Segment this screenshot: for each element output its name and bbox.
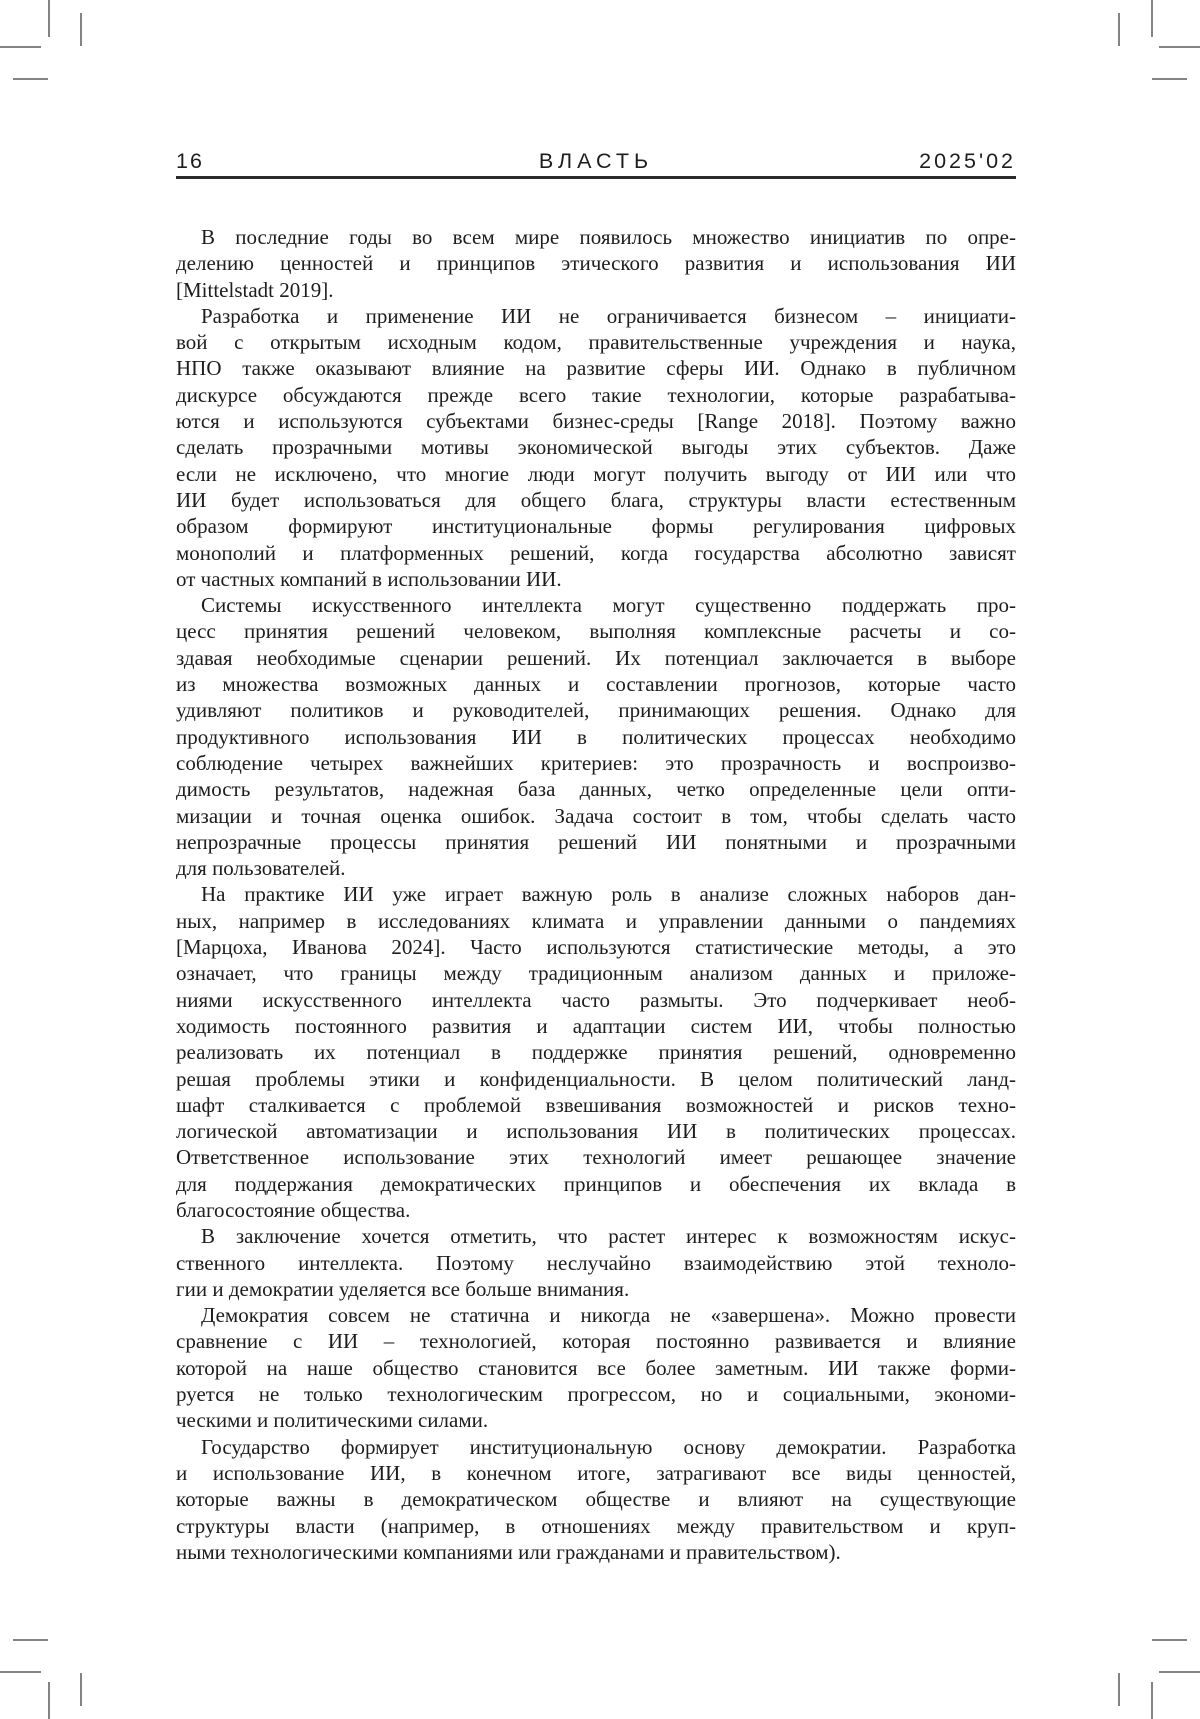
body-line: структуры власти (например, в отношениях между правительством и круп-	[176, 1513, 1016, 1538]
body-line: образом формируют институциональные формы регулирования цифровых	[176, 514, 1016, 539]
body-line: Демократия совсем не статична и никогда не «завершена». Можно провести	[201, 1303, 1016, 1328]
page-number: 16	[176, 149, 204, 173]
body-line: ных, например в исследованиях климата и управлении данными о пандемиях	[176, 908, 1016, 933]
body-line: благосостояние общества.	[176, 1197, 411, 1222]
journal-title: ВЛАСТЬ	[538, 149, 654, 173]
body-line: НПО также оказывают влияние на развитие сферы ИИ. Однако в публичном	[176, 356, 1016, 381]
body-line: ходимость постоянного развития и адаптации систем ИИ, чтобы полностью	[176, 1013, 1016, 1038]
body-line: ными технологическими компаниями или гражданами и правительством).	[176, 1539, 841, 1564]
body-line: продуктивного использования ИИ в политических процессах необходимо	[176, 724, 1016, 749]
body-line: Разработка и применение ИИ не ограничивается бизнесом – инициати-	[201, 303, 1016, 328]
body-line: которой на наше общество становится все более заметным. ИИ также форми-	[176, 1355, 1016, 1380]
body-line: от частных компаний в использовании ИИ.	[176, 566, 562, 591]
body-line: ственного интеллекта. Поэтому неслучайно взаимодействию этой техноло-	[176, 1250, 1016, 1275]
body-line: Государство формирует институциональную основу демократии. Разработка	[201, 1434, 1016, 1459]
body-line: монополий и платформенных решений, когда государства абсолютно зависят	[176, 540, 1016, 565]
header-rule	[176, 176, 1016, 179]
body-line: В заключение хочется отметить, что растет интерес к возможностям искус-	[201, 1224, 1016, 1249]
body-line: В последние годы во всем мире появилось множество инициатив по опре-	[201, 225, 1016, 249]
paragraph	[176, 1302, 1016, 1433]
body-line: реализовать их потенциал в поддержке принятия решений, одновременно	[176, 1040, 1016, 1065]
body-line: дискурсе обсуждаются прежде всего такие технологии, которые разрабатыва-	[176, 382, 1016, 407]
crop-mark-bottom-left-v-outer	[48, 1682, 50, 1719]
crop-mark-top-left-v-inner	[80, 13, 82, 46]
paragraph	[176, 592, 1016, 881]
body-line: удивляют политиков и руководителей, принимающих решения. Однако для	[176, 698, 1016, 723]
paragraph	[176, 224, 1016, 303]
crop-mark-bottom-left-h-inner	[13, 1639, 48, 1641]
body-line: шафт сталкивается с проблемой взвешивания возможностей и рисков техно-	[176, 1092, 1016, 1117]
crop-mark-bottom-left-h-outer	[0, 1671, 41, 1673]
body-line: мизации и точная оценка ошибок. Задача состоит в том, чтобы сделать часто	[176, 803, 1016, 828]
body-line: [Mittelstadt 2019].	[176, 277, 334, 302]
body-line: Системы искусственного интеллекта могут существенно поддержать про-	[201, 593, 1016, 618]
body-line: сравнение с ИИ – технологией, которая постоянно развивается и влияние	[176, 1329, 1016, 1354]
body-line: сделать прозрачными мотивы экономической выгоды этих субъектов. Даже	[176, 435, 1016, 460]
body-line: делению ценностей и принципов этического развития и использования ИИ	[176, 251, 1016, 276]
crop-mark-top-left-v-outer	[48, 0, 50, 37]
crop-mark-bottom-left-v-inner	[80, 1673, 82, 1706]
crop-mark-top-right-v-inner	[1118, 13, 1120, 46]
body-line: соблюдение четырех важнейших критериев: это прозрачность и воспроизво-	[176, 750, 1016, 775]
paragraph	[176, 1434, 1016, 1565]
body-line: Ответственное использование этих технологий имеет решающее значение	[176, 1145, 1016, 1170]
body-line: для поддержания демократических принципов и обеспечения их вклада в	[176, 1171, 1016, 1196]
body-line: означает, что границы между традиционным анализом данных и приложе-	[176, 961, 1016, 986]
body-line: ИИ будет использоваться для общего блага, структуры власти естественным	[176, 487, 1016, 512]
page-header	[176, 149, 1016, 175]
body-line: руется не только технологическим прогрессом, но и социальными, экономи-	[176, 1382, 1016, 1407]
crop-mark-bottom-right-h-inner	[1152, 1639, 1187, 1641]
body-line: На практике ИИ уже играет важную роль в анализе сложных наборов дан-	[201, 882, 1016, 907]
body-line: вой с открытым исходным кодом, правительственные учреждения и наука,	[176, 330, 1016, 355]
crop-mark-top-right-h-inner	[1152, 78, 1187, 80]
body-line: здавая необходимые сценарии решений. Их потенциал заключается в выборе	[176, 645, 1016, 670]
crop-mark-top-right-v-outer	[1151, 0, 1153, 37]
body-line: цесс принятия решений человеком, выполняя комплексные расчеты и со-	[176, 619, 1016, 644]
crop-mark-top-left-h-outer	[0, 46, 41, 48]
crop-mark-top-left-h-inner	[13, 78, 48, 80]
body-line: решая проблемы этики и конфиденциальности. В целом политический ланд-	[176, 1066, 1016, 1091]
article-body	[176, 224, 1016, 1565]
paragraph	[176, 1223, 1016, 1302]
body-line: ниями искусственного интеллекта часто размыты. Это подчеркивает необ-	[176, 987, 1016, 1012]
issue-number: 2025'02	[919, 149, 1016, 173]
crop-mark-top-right-h-outer	[1159, 46, 1200, 48]
body-line: ются и используются субъектами бизнес-среды [Range 2018]. Поэтому важно	[176, 409, 1016, 434]
crop-mark-bottom-right-v-outer	[1151, 1682, 1153, 1719]
body-line: из множества возможных данных и составлении прогнозов, которые часто	[176, 672, 1016, 697]
body-line: и использование ИИ, в конечном итоге, затрагивают все виды ценностей,	[176, 1460, 1016, 1485]
body-line: непрозрачные процессы принятия решений ИИ понятными и прозрачными	[176, 829, 1016, 854]
body-line: димость результатов, надежная база данных, четко определенные цели опти-	[176, 777, 1016, 802]
body-line: [Марцоха, Иванова 2024]. Часто используются статистические методы, а это	[176, 935, 1016, 960]
body-line: логической автоматизации и использования ИИ в политических процессах.	[176, 1119, 1016, 1144]
body-line: для пользователей.	[176, 856, 346, 881]
body-line: которые важны в демократическом обществе и влияют на существующие	[176, 1487, 1016, 1512]
paragraph	[176, 881, 1016, 1223]
paragraph	[176, 303, 1016, 592]
body-line: ческими и политическими силами.	[176, 1408, 489, 1433]
body-line: если не исключено, что многие люди могут получить выгоду от ИИ или что	[176, 461, 1016, 486]
crop-mark-bottom-right-v-inner	[1118, 1673, 1120, 1706]
crop-mark-bottom-right-h-outer	[1159, 1671, 1200, 1673]
body-line: гии и демократии уделяется все больше внимания.	[176, 1276, 630, 1301]
